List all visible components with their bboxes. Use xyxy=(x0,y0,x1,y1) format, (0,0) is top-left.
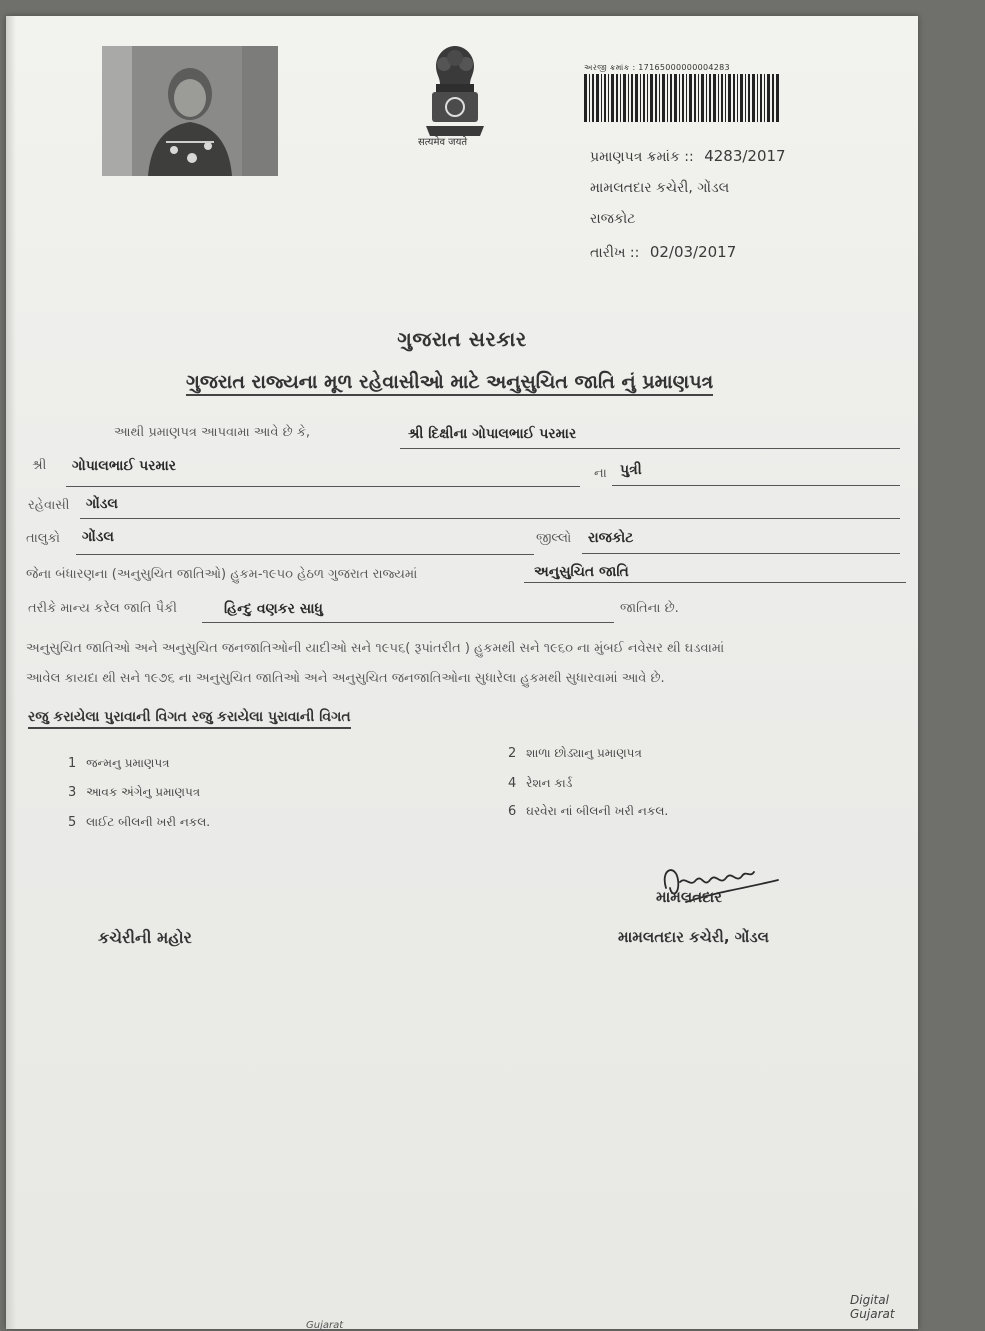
evidence-item-number: 1 xyxy=(68,756,77,771)
category: અનુસુચિત જાતિ xyxy=(534,564,629,580)
evidence-item-number: 2 xyxy=(508,746,517,761)
holder-name: શ્રી દિક્ષીના ગોપાલભાઈ પરમાર xyxy=(408,426,577,442)
resident-label: રહેવાસી xyxy=(28,498,70,513)
district-line xyxy=(582,553,900,554)
certificate-number-label: પ્રમાણપત્ર ક્રમાંક :: xyxy=(590,149,694,165)
evidence-item-text: શાળા છોડ્યાનુ પ્રમાણપત્ર xyxy=(526,746,642,760)
intro-text: આથી પ્રમાણપત્ર આપવામા આવે છે કે, xyxy=(114,425,311,440)
order-text: જેના બંધારણના (અનુસુચિત જાતિઓ) હુકમ-૧૯૫૦ હેઠળ ગુજરાત રાજ્યમાં xyxy=(26,567,418,582)
caste-line xyxy=(202,622,614,623)
evidence-item xyxy=(508,776,572,791)
emblem-caption: सत्यमेव जयते xyxy=(418,137,468,148)
district: રાજકોટ xyxy=(588,530,634,546)
applicant-photo xyxy=(102,46,278,176)
taluka: ગોંડલ xyxy=(82,529,114,545)
evidence-heading: રજુ કરાયેલા પુરાવાની વિગત રજુ કરાયેલા પુરાવાની વિગત xyxy=(28,709,351,729)
signatory-office: મામલતદાર કચેરી, ગોંડલ xyxy=(618,928,770,946)
evidence-item-text: આવક અંગેનુ પ્રમાણપત્ર xyxy=(86,785,201,799)
page-edge-shadow xyxy=(6,16,16,1329)
district-label: જીલ્લો xyxy=(536,531,572,546)
evidence-item-text: રેશન કાર્ડ xyxy=(526,776,573,790)
legal-paragraph-line2: આવેલ કાયદા થી સને ૧૯૭૬ ના અનુસુચિત જાતિઓ અને અનુસુચિત જનજાતિઓના સુધારેલા હુકમથી સુધારવામાં આવે છે. xyxy=(26,671,665,686)
relation-label: ના xyxy=(594,466,607,481)
issue-date-label: તારીખ :: xyxy=(590,245,640,261)
barcode xyxy=(584,74,780,122)
evidence-item xyxy=(508,804,668,819)
evidence-item-number: 4 xyxy=(508,776,517,791)
holder-name-line xyxy=(400,448,900,449)
relation-line xyxy=(612,485,900,486)
resident: ગોંડલ xyxy=(86,496,118,512)
application-number: અરજી ક્રમાંક : 17165000000004283 xyxy=(584,63,730,72)
certificate-number-row xyxy=(590,147,786,165)
relation: પુત્રી xyxy=(620,462,642,478)
evidence-item-number: 6 xyxy=(508,804,517,819)
government-title: ગુજરાત સરકાર xyxy=(397,327,527,351)
parent-prefix: શ્રી xyxy=(32,458,47,473)
signatory-designation: મામલતદાર xyxy=(656,888,722,906)
issue-date-row xyxy=(590,243,736,261)
certificate-number: 4283/2017 xyxy=(704,147,786,165)
certificate-title: ગુજરાત રાજ્યના મૂળ રહેવાસીઓ માટે અનુસુચિત જાતિ નું પ્રમાણપત્ર xyxy=(186,371,713,396)
parent-name-line xyxy=(66,486,580,487)
legal-paragraph-line1: અનુસુચિત જાતિઓ અને અનુસુચિત જનજાતિઓની યાદીઓ સને ૧૯૫૬( રૂપાંતરીત ) હુકમથી સને ૧૯૬૦ ના મુંબઈ નવેસર થી ઘડવામાં xyxy=(26,641,725,656)
issue-date: 02/03/2017 xyxy=(649,243,737,261)
evidence-item xyxy=(68,815,210,830)
resident-line xyxy=(80,518,900,519)
evidence-item-text: ઘરવેરા નાં બીલની ખરી નકલ. xyxy=(526,804,669,818)
evidence-item xyxy=(68,785,200,800)
evidence-item-text: લાઈટ બીલની ખરી નકલ. xyxy=(86,815,211,829)
evidence-item-text: જન્મનુ પ્રમાણપત્ર xyxy=(86,756,170,770)
issuing-district: રાજકોટ xyxy=(590,211,636,227)
certificate-page xyxy=(6,16,918,1329)
bottom-footer-text: Gujarat xyxy=(306,1320,344,1331)
evidence-item xyxy=(68,756,170,771)
taluka-label: તાલુકો xyxy=(26,531,61,546)
taluka-line xyxy=(76,554,534,555)
digital-gujarat-brand: Digital Gujarat xyxy=(850,1293,895,1321)
evidence-item-number: 3 xyxy=(68,785,77,800)
category-line xyxy=(524,582,906,583)
evidence-item-number: 5 xyxy=(68,815,77,830)
caste: હિન્દુ વણકર સાધુ xyxy=(224,601,323,617)
evidence-item xyxy=(508,746,642,761)
office-seal-label: કચેરીની મહોર xyxy=(98,928,192,947)
parent-name: ગોપાલભાઈ પરમાર xyxy=(72,458,177,474)
issuing-office: મામલતદાર કચેરી, ગોંડલ xyxy=(590,180,730,196)
caste-suffix: જાતિના છે. xyxy=(620,601,679,616)
recognized-label: તરીકે માન્ય કરેલ જાતિ પૈકી xyxy=(28,601,177,616)
